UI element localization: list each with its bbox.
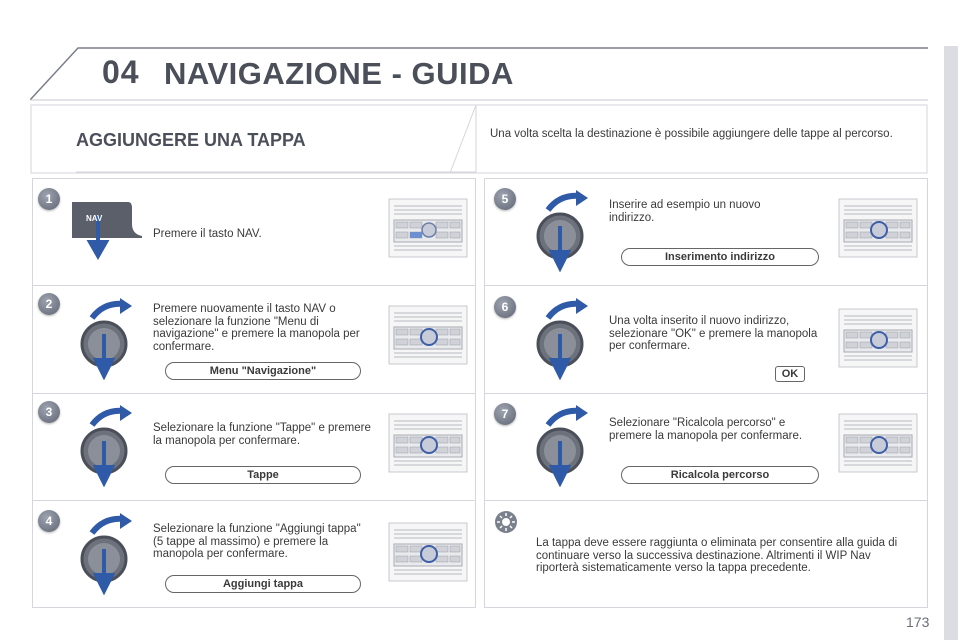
step-7-text: Selezionare "Ricalcola percorso" e premere la manopola per confermare.	[609, 417, 803, 442]
menu-navigazione-label: Menu "Navigazione"	[165, 362, 361, 380]
nav-key-label: NAV	[86, 214, 103, 223]
step-5-text: Inserire ad esempio un nuovo indirizzo.	[609, 199, 761, 224]
tip-sun-icon	[494, 510, 518, 534]
aggiungi-tappa-label: Aggiungi tappa	[165, 575, 361, 593]
step-number: 7	[494, 403, 516, 425]
control-panel-icon	[388, 522, 468, 582]
rotary-knob-icon	[536, 298, 596, 380]
chapter-number: 04	[102, 54, 140, 90]
step-2-text: Premere nuovamente il tasto NAV o selezionare la funzione "Menu di navigazione" e premere la manopola per confermare.	[153, 303, 360, 353]
control-panel-icon	[838, 308, 918, 368]
page-title: NAVIGAZIONE - GUIDA	[164, 56, 514, 91]
rotary-knob-icon	[536, 405, 596, 487]
control-panel-icon	[388, 413, 468, 473]
chapter-header	[30, 46, 930, 102]
step-number: 5	[494, 188, 516, 210]
step-3-text: Selezionare la funzione "Tappe" e premere la manopola per confermare.	[153, 422, 371, 447]
ricalcola-percorso-label: Ricalcola percorso	[621, 466, 819, 484]
step-number: 4	[38, 510, 60, 532]
step-4-text: Selezionare la funzione "Aggiungi tappa" (5 tappe al massimo) e premere la manopola per confermare.	[153, 523, 361, 560]
side-band	[944, 46, 958, 640]
inserimento-indirizzo-label: Inserimento indirizzo	[621, 248, 819, 266]
note-text: La tappa deve essere raggiunta o eliminata per consentire alla guida di continuare verso la successiva destinazione. Altrimenti il WIP Nav riporterà sistematicamente verso la tappa precedente.	[536, 537, 898, 574]
rotary-knob-icon	[536, 190, 596, 272]
step-number: 2	[38, 293, 60, 315]
ok-label: OK	[775, 366, 805, 382]
rotary-knob-icon	[80, 405, 140, 487]
section-title: AGGIUNGERE UNA TAPPA	[76, 130, 306, 150]
step-1-text: Premere il tasto NAV.	[153, 228, 262, 240]
nav-key-icon	[68, 196, 148, 262]
rotary-knob-icon	[80, 298, 140, 380]
step-number: 1	[38, 188, 60, 210]
page-number: 173	[906, 614, 930, 630]
control-panel-icon	[388, 198, 468, 258]
tappe-label: Tappe	[165, 466, 361, 484]
step-6-text: Una volta inserito il nuovo indirizzo, selezionare "OK" e premere la manopola per confermare.	[609, 315, 818, 352]
step-number: 6	[494, 296, 516, 318]
section-intro: Una volta scelta la destinazione è possibile aggiungere delle tappe al percorso.	[490, 128, 893, 140]
control-panel-icon	[388, 305, 468, 365]
rotary-knob-icon	[80, 513, 140, 595]
step-number: 3	[38, 401, 60, 423]
control-panel-icon	[838, 413, 918, 473]
control-panel-icon	[838, 198, 918, 258]
